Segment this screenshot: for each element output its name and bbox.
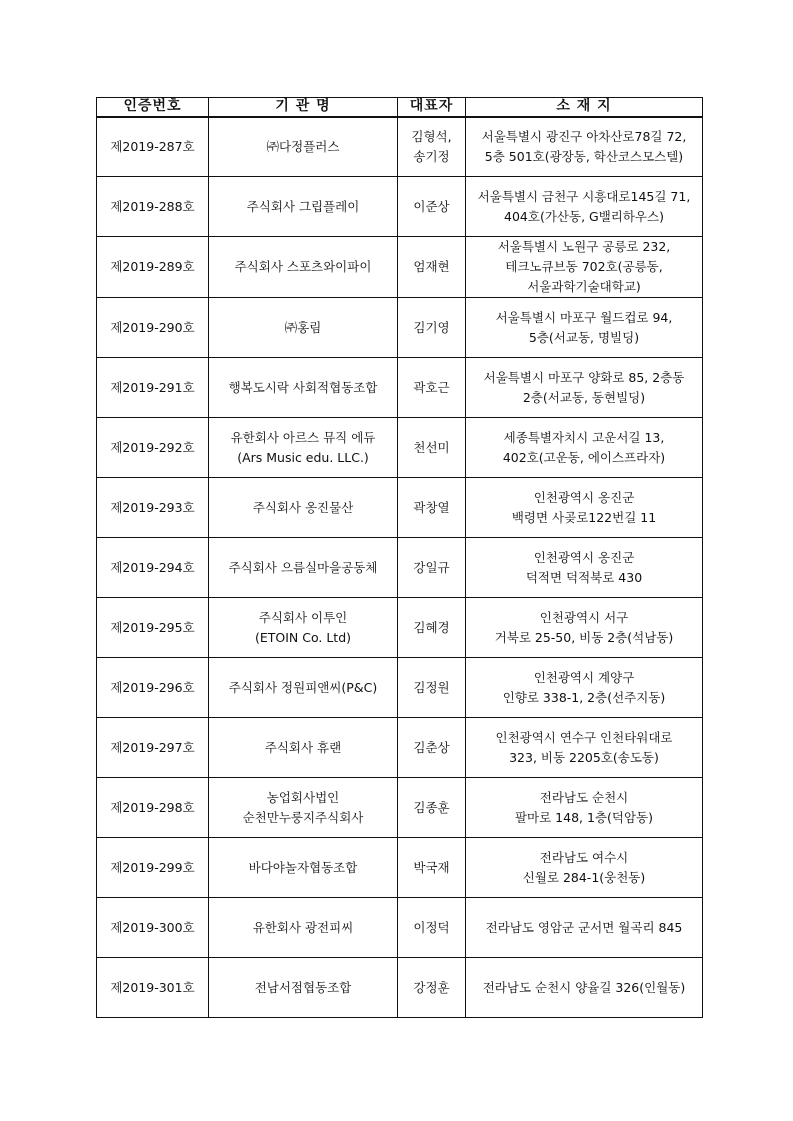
cert-no-cell: 제2019-290호 <box>97 298 209 358</box>
table-row <box>97 598 703 658</box>
table-row <box>97 177 703 237</box>
address-cell-line: 전라남도 여수시 <box>539 849 629 865</box>
org-name-cell <box>209 658 398 718</box>
address-cell <box>466 538 703 598</box>
org-name-cell-line: 주식회사 스포츠와이파이 <box>234 259 372 274</box>
representative-cell-line: 김춘상 <box>413 739 450 755</box>
address-cell-line: 5층(서교동, 명빌딩) <box>528 329 640 345</box>
address-cell-line: 인천광역시 서구 <box>539 609 629 625</box>
address-cell <box>466 898 703 958</box>
address-cell-line: 인천광역시 옹진군 <box>533 549 635 565</box>
table-row <box>97 958 703 1018</box>
certification-table <box>96 97 703 1018</box>
representative-cell-line: 김혜경 <box>413 619 450 635</box>
header-org-name: 기 관 명 <box>209 98 398 117</box>
org-name-cell <box>209 237 398 298</box>
org-name-cell-line: 행복도시락 사회적협동조합 <box>228 379 378 395</box>
representative-cell <box>398 718 466 778</box>
cert-no-cell: 제2019-287호 <box>97 117 209 177</box>
cert-no-cell: 제2019-301호 <box>97 958 209 1018</box>
representative-cell <box>398 358 466 418</box>
address-cell <box>466 778 703 838</box>
address-cell <box>466 418 703 478</box>
table-row <box>97 778 703 838</box>
representative-cell-line: 엄재현 <box>413 259 450 274</box>
representative-cell <box>398 418 466 478</box>
org-name-cell <box>209 358 398 418</box>
header-cert-no: 인증번호 <box>97 98 209 117</box>
table-row <box>97 298 703 358</box>
cert-no-cell: 제2019-295호 <box>97 598 209 658</box>
cert-no-cell: 제2019-297호 <box>97 718 209 778</box>
representative-cell <box>398 598 466 658</box>
representative-cell-line: 곽창열 <box>413 499 450 515</box>
org-name-cell <box>209 958 398 1018</box>
header-row <box>97 98 703 117</box>
representative-cell <box>398 117 466 177</box>
table-row <box>97 658 703 718</box>
table-row <box>97 358 703 418</box>
representative-cell <box>398 838 466 898</box>
address-cell <box>466 478 703 538</box>
address-cell-line: 거북로 25-50, 비동 2층(석남동) <box>494 629 674 645</box>
address-cell <box>466 298 703 358</box>
address-cell-line: 서울특별시 마포구 양화로 85, 2층동 <box>483 369 685 385</box>
org-name-cell-line: 유한회사 광전피씨 <box>252 919 354 935</box>
address-cell-line: 402호(고운동, 에이스프라자) <box>502 449 666 465</box>
cert-no-cell: 제2019-294호 <box>97 538 209 598</box>
address-cell-line: 신월로 284-1(웅천동) <box>522 869 646 885</box>
representative-cell <box>398 237 466 298</box>
table-body <box>97 117 703 1018</box>
org-name-cell-line: 주식회사 이투인 <box>258 609 348 625</box>
org-name-cell-line: 바다야놀자협동조합 <box>248 859 358 875</box>
representative-cell-line: 강정훈 <box>413 979 450 995</box>
org-name-cell-line: (ETOIN Co. Ltd) <box>254 629 352 645</box>
representative-cell <box>398 538 466 598</box>
address-cell-line: 인천광역시 옹진군 <box>533 489 635 505</box>
address-cell-line: 전라남도 순천시 양율길 326(인월동) <box>482 979 686 995</box>
address-cell-line: 서울특별시 마포구 월드컵로 94, <box>495 309 673 325</box>
table-row <box>97 718 703 778</box>
address-cell-line: 전라남도 영암군 군서면 월곡리 845 <box>485 919 683 935</box>
org-name-cell-line: (Ars Music edu. LLC.) <box>237 449 369 465</box>
address-cell-line: 서울특별시 노원구 공릉로 232, <box>497 239 671 254</box>
table-row <box>97 838 703 898</box>
address-cell <box>466 177 703 237</box>
address-cell-line: 5층 501호(광장동, 학산코스모스텔) <box>484 148 684 164</box>
cert-no-cell: 제2019-300호 <box>97 898 209 958</box>
cert-no-cell: 제2019-293호 <box>97 478 209 538</box>
org-name-cell <box>209 538 398 598</box>
representative-cell-line: 김종훈 <box>413 799 450 815</box>
table-row <box>97 478 703 538</box>
org-name-cell-line: ㈜홍림 <box>284 319 322 335</box>
address-cell-line: 팔마로 148, 1층(덕암동) <box>514 809 653 825</box>
address-cell <box>466 958 703 1018</box>
cert-no-cell: 제2019-291호 <box>97 358 209 418</box>
org-name-cell-line: ㈜다정플러스 <box>266 138 340 154</box>
representative-cell <box>398 298 466 358</box>
org-name-cell <box>209 718 398 778</box>
org-name-cell <box>209 117 398 177</box>
representative-cell <box>398 658 466 718</box>
representative-cell-line: 김기영 <box>413 319 450 335</box>
table-row <box>97 117 703 177</box>
address-cell-line: 백령면 사곶로122번길 11 <box>511 509 657 525</box>
org-name-cell <box>209 298 398 358</box>
address-cell <box>466 838 703 898</box>
org-name-cell-line: 순천만누룽지주식회사 <box>242 809 364 825</box>
table-row <box>97 538 703 598</box>
org-name-cell-line: 주식회사 그립플레이 <box>246 198 360 214</box>
representative-cell <box>398 958 466 1018</box>
address-cell-line: 인천광역시 계양구 <box>533 669 635 685</box>
org-name-cell <box>209 177 398 237</box>
address-cell-line: 덕적면 덕적북로 430 <box>525 569 643 585</box>
cert-no-cell: 제2019-292호 <box>97 418 209 478</box>
cert-no-cell: 제2019-298호 <box>97 778 209 838</box>
org-name-cell <box>209 478 398 538</box>
address-cell-line: 2층(서교동, 동현빌딩) <box>522 389 646 405</box>
org-name-cell-line: 유한회사 아르스 뮤직 에듀 <box>230 429 376 445</box>
address-cell <box>466 117 703 177</box>
header-representative: 대표자 <box>398 98 466 117</box>
representative-cell-line: 송기정 <box>413 148 450 164</box>
address-cell <box>466 718 703 778</box>
address-cell-line: 서울특별시 광진구 아차산로78길 72, <box>481 128 687 144</box>
representative-cell <box>398 778 466 838</box>
table-row <box>97 898 703 958</box>
org-name-cell-line: 주식회사 으름실마을공동체 <box>228 559 378 575</box>
representative-cell-line: 천선미 <box>413 439 450 455</box>
representative-cell-line: 김형석, <box>411 128 452 144</box>
address-cell-line: 323, 비동 2205호(송도동) <box>509 749 659 765</box>
cert-no-cell: 제2019-289호 <box>97 237 209 298</box>
representative-cell <box>398 177 466 237</box>
address-cell-line: 인향로 338-1, 2층(선주지동) <box>502 689 666 705</box>
org-name-cell <box>209 778 398 838</box>
org-name-cell <box>209 898 398 958</box>
representative-cell-line: 강일규 <box>413 559 450 575</box>
address-cell <box>466 358 703 418</box>
org-name-cell-line: 전남서점협동조합 <box>254 979 352 995</box>
address-cell <box>466 598 703 658</box>
address-cell-line: 서울특별시 금천구 시흥대로145길 71, <box>477 188 691 204</box>
cert-no-cell: 제2019-299호 <box>97 838 209 898</box>
table-row <box>97 237 703 298</box>
org-name-cell-line: 농업회사법인 <box>266 789 340 805</box>
address-cell <box>466 658 703 718</box>
table-row <box>97 418 703 478</box>
representative-cell-line: 박국재 <box>413 859 450 875</box>
address-cell <box>466 237 703 298</box>
org-name-cell-line: 주식회사 정원피앤씨(P&C) <box>228 679 378 695</box>
cert-no-cell: 제2019-296호 <box>97 658 209 718</box>
representative-cell <box>398 898 466 958</box>
representative-cell-line: 곽호근 <box>413 379 450 395</box>
address-cell-line: 전라남도 순천시 <box>539 789 629 805</box>
representative-cell-line: 김정원 <box>413 679 450 695</box>
org-name-cell <box>209 598 398 658</box>
representative-cell-line: 이정덕 <box>413 919 450 935</box>
representative-cell-line: 이준상 <box>413 198 450 214</box>
representative-cell <box>398 478 466 538</box>
org-name-cell <box>209 838 398 898</box>
address-cell-line: 인천광역시 연수구 인천타워대로 <box>495 729 673 745</box>
address-cell-line: 테크노큐브동 702호(공릉동, <box>505 259 663 274</box>
org-name-cell-line: 주식회사 옹진물산 <box>252 499 354 515</box>
org-name-cell <box>209 418 398 478</box>
org-name-cell-line: 주식회사 휴랜 <box>264 739 342 755</box>
address-cell-line: 서울과학기술대학교) <box>527 279 641 294</box>
header-address: 소 재 지 <box>466 98 703 117</box>
address-cell-line: 404호(가산동, G밸리하우스) <box>504 208 664 224</box>
cert-no-cell: 제2019-288호 <box>97 177 209 237</box>
address-cell-line: 세종특별자치시 고운서길 13, <box>503 429 665 445</box>
